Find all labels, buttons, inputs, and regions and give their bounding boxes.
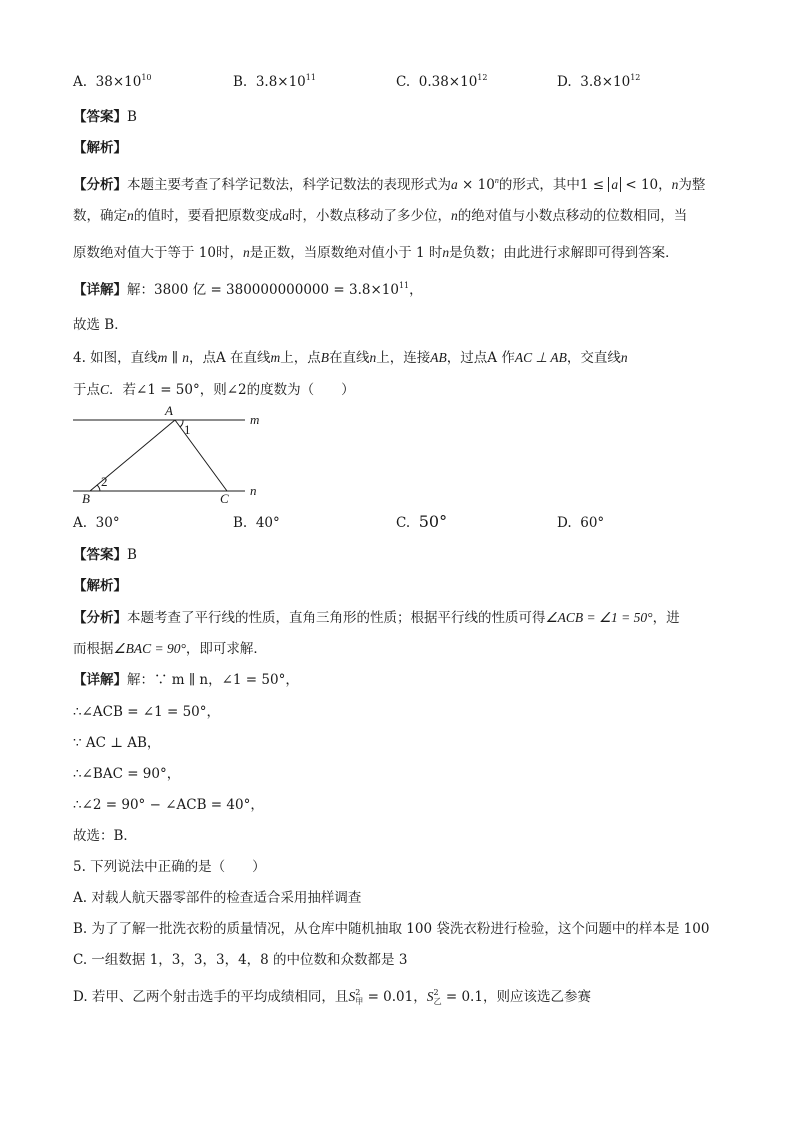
q4-stem-line-1	[73, 348, 628, 368]
q3-choose: 故选 B．	[73, 317, 128, 333]
math-exponent: 2	[433, 988, 439, 997]
math-var: m	[270, 350, 281, 365]
text: 时，小数点移动了多少位，	[289, 208, 451, 224]
abs-value: a	[608, 177, 621, 192]
q4-option-d[interactable]	[557, 513, 604, 533]
math-var: S	[426, 989, 434, 1004]
text: ．若∠1 = 50°，则∠2的度数为（ ）	[109, 382, 355, 398]
q4-detail-4: ∴∠BAC = 90°，	[73, 766, 181, 782]
math-var: C	[100, 382, 110, 397]
label-angle-2: 2	[101, 474, 108, 489]
text: ，进	[652, 610, 680, 626]
option-value: 3.8×10	[580, 74, 631, 90]
option-exponent: 12	[630, 73, 641, 82]
text: 数，确定	[73, 208, 127, 224]
math: × 10	[457, 177, 495, 193]
text: 本题主要考查了科学记数法，科学记数法的表现形式为	[127, 177, 451, 193]
math-var: n	[442, 245, 450, 260]
q4-option-b[interactable]	[233, 513, 280, 533]
q5-option-a[interactable]: A. 对载人航天器零部件的检查适合采用抽样调查	[73, 890, 362, 906]
text: 的值时，要看把原数变成	[133, 208, 283, 224]
q3-detail	[73, 280, 423, 300]
text: 于点	[73, 382, 100, 398]
text: ，即可求解．	[185, 641, 267, 657]
q4-option-c[interactable]	[396, 512, 447, 533]
q3-analysis-line-2	[73, 206, 687, 226]
math-var: n	[369, 350, 377, 365]
q4-answer	[73, 545, 137, 565]
q4-analysis-line-1	[73, 608, 680, 628]
answer-label: 【答案】	[73, 547, 127, 563]
label-angle-1: 1	[184, 422, 191, 437]
q4-detail-5: ∴∠2 = 90° − ∠ACB = 40°，	[73, 797, 264, 813]
option-letter: A.	[73, 515, 88, 531]
option-value: 3.8×10	[255, 74, 306, 90]
math: ∠ACB = ∠1 = 50°	[545, 610, 653, 625]
math-var: n	[127, 208, 134, 223]
q4-choose: 故选：B．	[73, 828, 137, 844]
math-var: B	[320, 350, 330, 365]
math-var: a	[282, 208, 289, 223]
option-letter: B.	[233, 74, 248, 90]
math-subscript: 甲	[355, 997, 364, 1006]
math-var: n	[671, 177, 679, 192]
q5-stem: 5. 下列说法中正确的是（ ）	[73, 859, 266, 875]
text: 是负数；由此进行求解即可得到答案．	[449, 245, 679, 261]
text: 上，点	[280, 350, 321, 366]
q4-detail-3: ∵ AC ⊥ AB，	[73, 735, 161, 751]
math: 1 ≤	[579, 177, 609, 193]
angle-2-arc	[97, 485, 100, 491]
text: 的形式，其中	[498, 177, 580, 193]
q5-option-d[interactable]	[73, 987, 591, 1007]
math-var: n	[620, 350, 628, 365]
math-var: AB	[430, 350, 447, 365]
math: ∠BAC = 90°	[113, 641, 186, 656]
text: 4. 如图，直线	[73, 350, 158, 366]
text: ，	[658, 177, 672, 193]
math-exponent: 2	[355, 988, 361, 997]
math: < 10	[621, 177, 659, 193]
detail-label: 【详解】	[73, 672, 127, 688]
answer-label: 【答案】	[73, 109, 127, 125]
q3-answer	[73, 107, 137, 127]
q3-analysis-line-1	[73, 175, 705, 195]
answer-value: B	[127, 109, 137, 125]
option-letter: C.	[396, 74, 411, 90]
text: ，过点A 作	[446, 350, 515, 366]
math: ∥	[167, 350, 183, 366]
math: AC ⊥ AB	[514, 350, 567, 365]
option-value: 38×10	[95, 74, 142, 90]
text: 为整	[678, 177, 706, 193]
text: 本题考查了平行线的性质，直角三角形的性质；根据平行线的性质可得	[127, 610, 546, 626]
q3-jiexi-heading: 【解析】	[73, 140, 127, 156]
q5-option-b[interactable]: B. 为了了解一批洗衣粉的质量情况，从仓库中随机抽取 100 袋洗衣粉进行检验，这个问题中的样本是 100	[73, 921, 710, 937]
math-exponent: n	[494, 176, 499, 185]
text: 是正数，当原数绝对值小于 1 时	[249, 245, 443, 261]
math-exponent: 11	[398, 281, 410, 290]
option-value: 50°	[418, 512, 448, 531]
option-letter: D.	[557, 74, 572, 90]
math-var: n	[242, 245, 250, 260]
text: 在直线	[329, 350, 370, 366]
option-exponent: 11	[305, 73, 316, 82]
text: ，	[409, 282, 423, 298]
option-value: 40°	[255, 515, 280, 531]
q4-figure	[70, 402, 270, 507]
q3-option-b[interactable]	[233, 72, 316, 92]
q4-option-a[interactable]	[73, 513, 120, 533]
text: 原数绝对值大于等于 10时，	[73, 245, 243, 261]
q3-option-d[interactable]	[557, 72, 640, 92]
q4-analysis-line-2	[73, 639, 267, 659]
q3-option-c[interactable]	[396, 72, 487, 92]
angle-1-arc	[180, 420, 183, 427]
text: D. 若甲、乙两个射击选手的平均成绩相同，且	[73, 989, 349, 1005]
option-letter: A.	[73, 74, 88, 90]
option-letter: D.	[557, 515, 572, 531]
text: 上，连接	[376, 350, 431, 366]
q4-detail-1	[73, 670, 299, 690]
math-var: n	[182, 350, 189, 365]
label-a: A	[165, 403, 173, 418]
text: ，点A 在直线	[189, 350, 271, 366]
text: ，交直线	[566, 350, 621, 366]
math: = 0.1，则应该选乙参赛	[441, 989, 591, 1005]
q4-stem-line-2	[73, 380, 355, 400]
math-var: a	[451, 177, 458, 192]
analysis-label: 【分析】	[73, 177, 127, 193]
math: = 0.01，	[363, 989, 427, 1005]
math-var: m	[157, 350, 168, 365]
text: 而根据	[73, 641, 114, 657]
option-exponent: 10	[141, 73, 152, 82]
analysis-label: 【分析】	[73, 610, 127, 626]
math: 解：∵ m ∥ n，∠1 = 50°，	[127, 672, 299, 688]
q4-jiexi-heading: 【解析】	[73, 578, 127, 594]
label-c: C	[220, 491, 229, 506]
q3-analysis-line-3	[73, 243, 679, 263]
option-exponent: 12	[477, 73, 488, 82]
label-n: n	[250, 483, 257, 498]
q5-option-c[interactable]: C. 一组数据 1，3，3，3，4，8 的中位数和众数都是 3	[73, 952, 408, 968]
text: 的绝对值与小数点移动的位数相同，当	[457, 208, 688, 224]
math-subscript: 乙	[433, 997, 442, 1006]
segment-ac	[175, 420, 227, 491]
q4-detail-2: ∴∠ACB = ∠1 = 50°，	[73, 704, 221, 720]
option-letter: B.	[233, 515, 248, 531]
label-m: m	[250, 412, 260, 427]
math-var: S	[348, 989, 356, 1004]
label-b: B	[82, 491, 90, 506]
q3-option-a[interactable]	[73, 72, 152, 92]
answer-value: B	[127, 547, 137, 563]
option-value: 60°	[580, 515, 605, 531]
option-letter: C.	[396, 515, 411, 531]
math: 解：3800 亿 = 380000000000 = 3.8×10	[127, 282, 399, 298]
option-value: 30°	[95, 515, 120, 531]
math-var: n	[451, 208, 458, 223]
detail-label: 【详解】	[73, 282, 127, 298]
option-value: 0.38×10	[418, 74, 478, 90]
